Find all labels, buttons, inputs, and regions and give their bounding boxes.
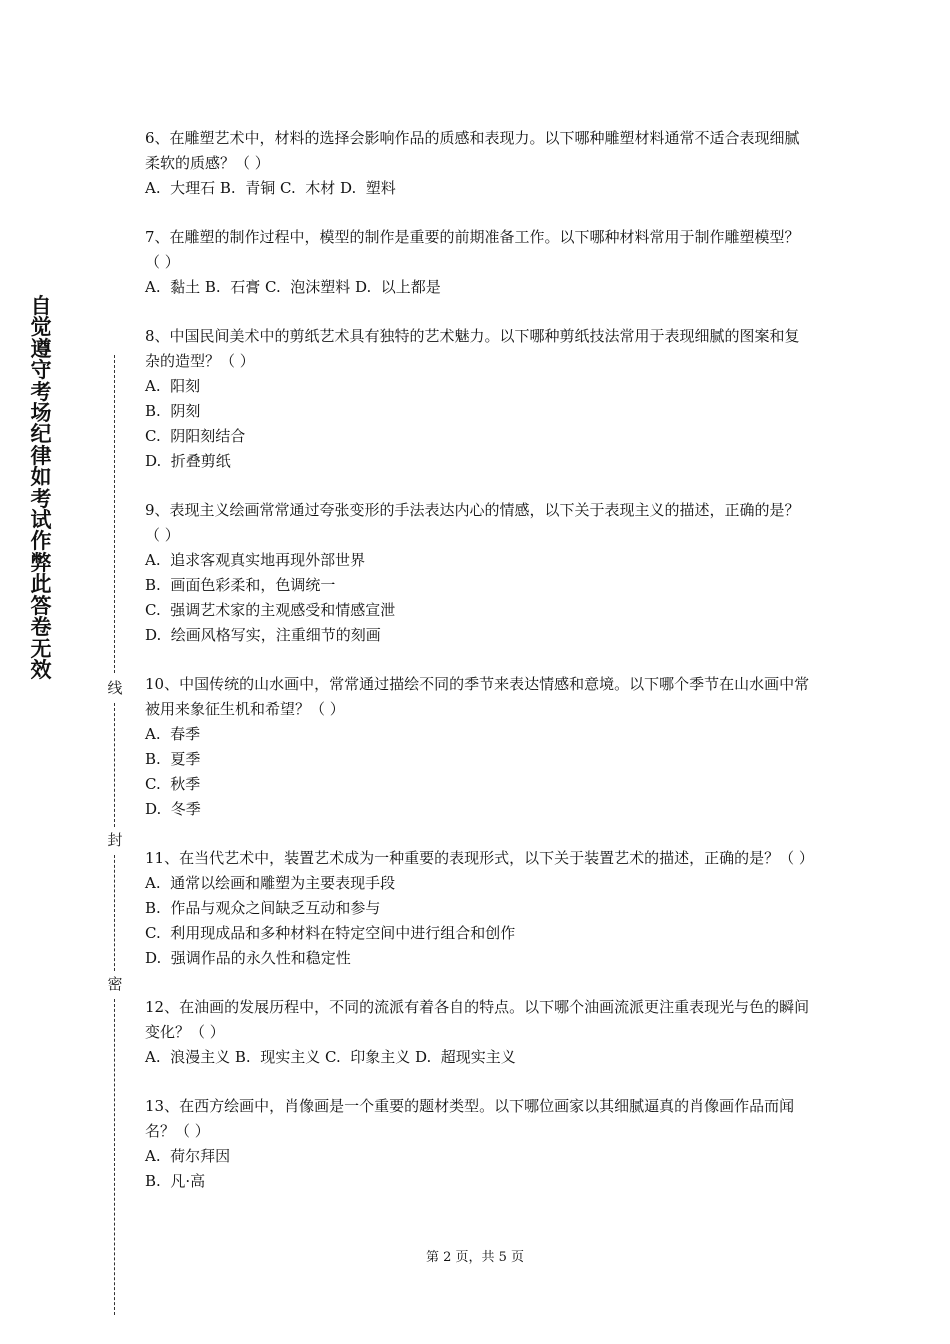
notice-char: 试 bbox=[30, 508, 52, 533]
question-12 bbox=[145, 995, 810, 1070]
question-stem: 13、在西方绘画中，肖像画是一个重要的题材类型。以下哪位画家以其细腻逼真的肖像画作品而闻名？（ ） bbox=[145, 1097, 795, 1140]
notice-char: 无 bbox=[30, 636, 52, 661]
notice-char: 遵 bbox=[30, 336, 52, 361]
question-10 bbox=[145, 672, 810, 822]
page-number: 第 2 页，共 5 页 bbox=[425, 1250, 525, 1265]
notice-char: 作 bbox=[30, 529, 52, 554]
option-c: C. 阴阳刻结合 bbox=[145, 427, 246, 445]
option-c: C. 利用现成品和多种材料在特定空间中进行组合和创作 bbox=[145, 924, 516, 942]
binding-label-line: 线 bbox=[104, 677, 126, 698]
notice-char: 考 bbox=[30, 379, 52, 404]
notice-char: 场 bbox=[30, 401, 52, 426]
option-a: A. 春季 bbox=[145, 725, 201, 743]
question-stem: 11、在当代艺术中，装置艺术成为一种重要的表现形式，以下关于装置艺术的描述，正确的是？（ ） bbox=[145, 849, 814, 867]
option-d: D. 冬季 bbox=[145, 800, 201, 818]
notice-char: 考 bbox=[30, 486, 52, 511]
option-a: A. 通常以绘画和雕塑为主要表现手段 bbox=[145, 874, 396, 892]
question-stem: 12、在油画的发展历程中，不同的流派有着各自的特点。以下哪个油画流派更注重表现光与色的瞬间变化？（ ） bbox=[145, 998, 810, 1041]
option-b: B. 凡·高 bbox=[145, 1172, 206, 1190]
binding-label-seal: 封 bbox=[104, 829, 126, 850]
option-b: B. 夏季 bbox=[145, 750, 201, 768]
binding-dash-middle-lower bbox=[114, 855, 115, 971]
option-d: D. 强调作品的永久性和稳定性 bbox=[145, 949, 351, 967]
question-options: A. 黏土 B. 石膏 C. 泡沫塑料 D. 以上都是 bbox=[145, 278, 441, 296]
notice-char: 律 bbox=[30, 443, 52, 468]
option-a: A. 追求客观真实地再现外部世界 bbox=[145, 551, 366, 569]
question-8 bbox=[145, 324, 810, 474]
option-d: D. 绘画风格写实，注重细节的刻画 bbox=[145, 626, 381, 644]
notice-char: 自 bbox=[30, 294, 52, 318]
notice-char: 卷 bbox=[30, 615, 52, 640]
question-list bbox=[145, 126, 814, 1218]
question-9 bbox=[145, 498, 810, 648]
notice-char: 答 bbox=[30, 593, 52, 618]
binding-dash-middle-upper bbox=[114, 703, 115, 827]
option-a: A. 阳刻 bbox=[145, 377, 201, 395]
question-13 bbox=[145, 1094, 810, 1194]
notice-char: 觉 bbox=[30, 315, 52, 340]
question-stem: 7、在雕塑的制作过程中，模型的制作是重要的前期准备工作。以下哪种材料常用于制作雕塑模型？（ ） bbox=[145, 228, 800, 271]
question-7 bbox=[145, 225, 810, 300]
option-b: B. 阴刻 bbox=[145, 402, 201, 420]
question-stem: 8、中国民间美术中的剪纸艺术具有独特的艺术魅力。以下哪种剪纸技法常用于表现细腻的图案和复杂的造型？（ ） bbox=[145, 327, 800, 370]
binding-line bbox=[102, 355, 128, 1315]
question-stem: 10、中国传统的山水画中，常常通过描绘不同的季节来表达情感和意境。以下哪个季节在山水画中常被用来象征生机和希望？（ ） bbox=[145, 675, 810, 718]
option-b: B. 画面色彩柔和，色调统一 bbox=[145, 576, 336, 594]
question-11 bbox=[145, 846, 814, 971]
option-c: C. 秋季 bbox=[145, 775, 201, 793]
question-options: A. 大理石 B. 青铜 C. 木材 D. 塑料 bbox=[145, 179, 396, 197]
option-d: D. 折叠剪纸 bbox=[145, 452, 231, 470]
notice-char: 纪 bbox=[30, 422, 52, 447]
notice-char: 守 bbox=[30, 358, 52, 383]
exam-discipline-notice bbox=[26, 296, 56, 681]
binding-dash-top bbox=[114, 355, 115, 673]
binding-label-secret: 密 bbox=[104, 973, 126, 994]
binding-dash-bottom bbox=[114, 999, 115, 1315]
question-stem: 9、表现主义绘画常常通过夸张变形的手法表达内心的情感，以下关于表现主义的描述，正确的是？（ ） bbox=[145, 501, 800, 544]
notice-char: 效 bbox=[30, 657, 52, 682]
question-6 bbox=[145, 126, 810, 201]
option-a: A. 荷尔拜因 bbox=[145, 1147, 231, 1165]
question-options: A. 浪漫主义 B. 现实主义 C. 印象主义 D. 超现实主义 bbox=[145, 1048, 516, 1066]
notice-char: 弊 bbox=[30, 550, 52, 575]
notice-char: 如 bbox=[30, 465, 52, 490]
option-c: C. 强调艺术家的主观感受和情感宣泄 bbox=[145, 601, 396, 619]
question-stem: 6、在雕塑艺术中，材料的选择会影响作品的质感和表现力。以下哪种雕塑材料通常不适合表现细腻柔软的质感？（ ） bbox=[145, 129, 800, 172]
option-b: B. 作品与观众之间缺乏互动和参与 bbox=[145, 899, 381, 917]
notice-char: 此 bbox=[30, 572, 52, 597]
